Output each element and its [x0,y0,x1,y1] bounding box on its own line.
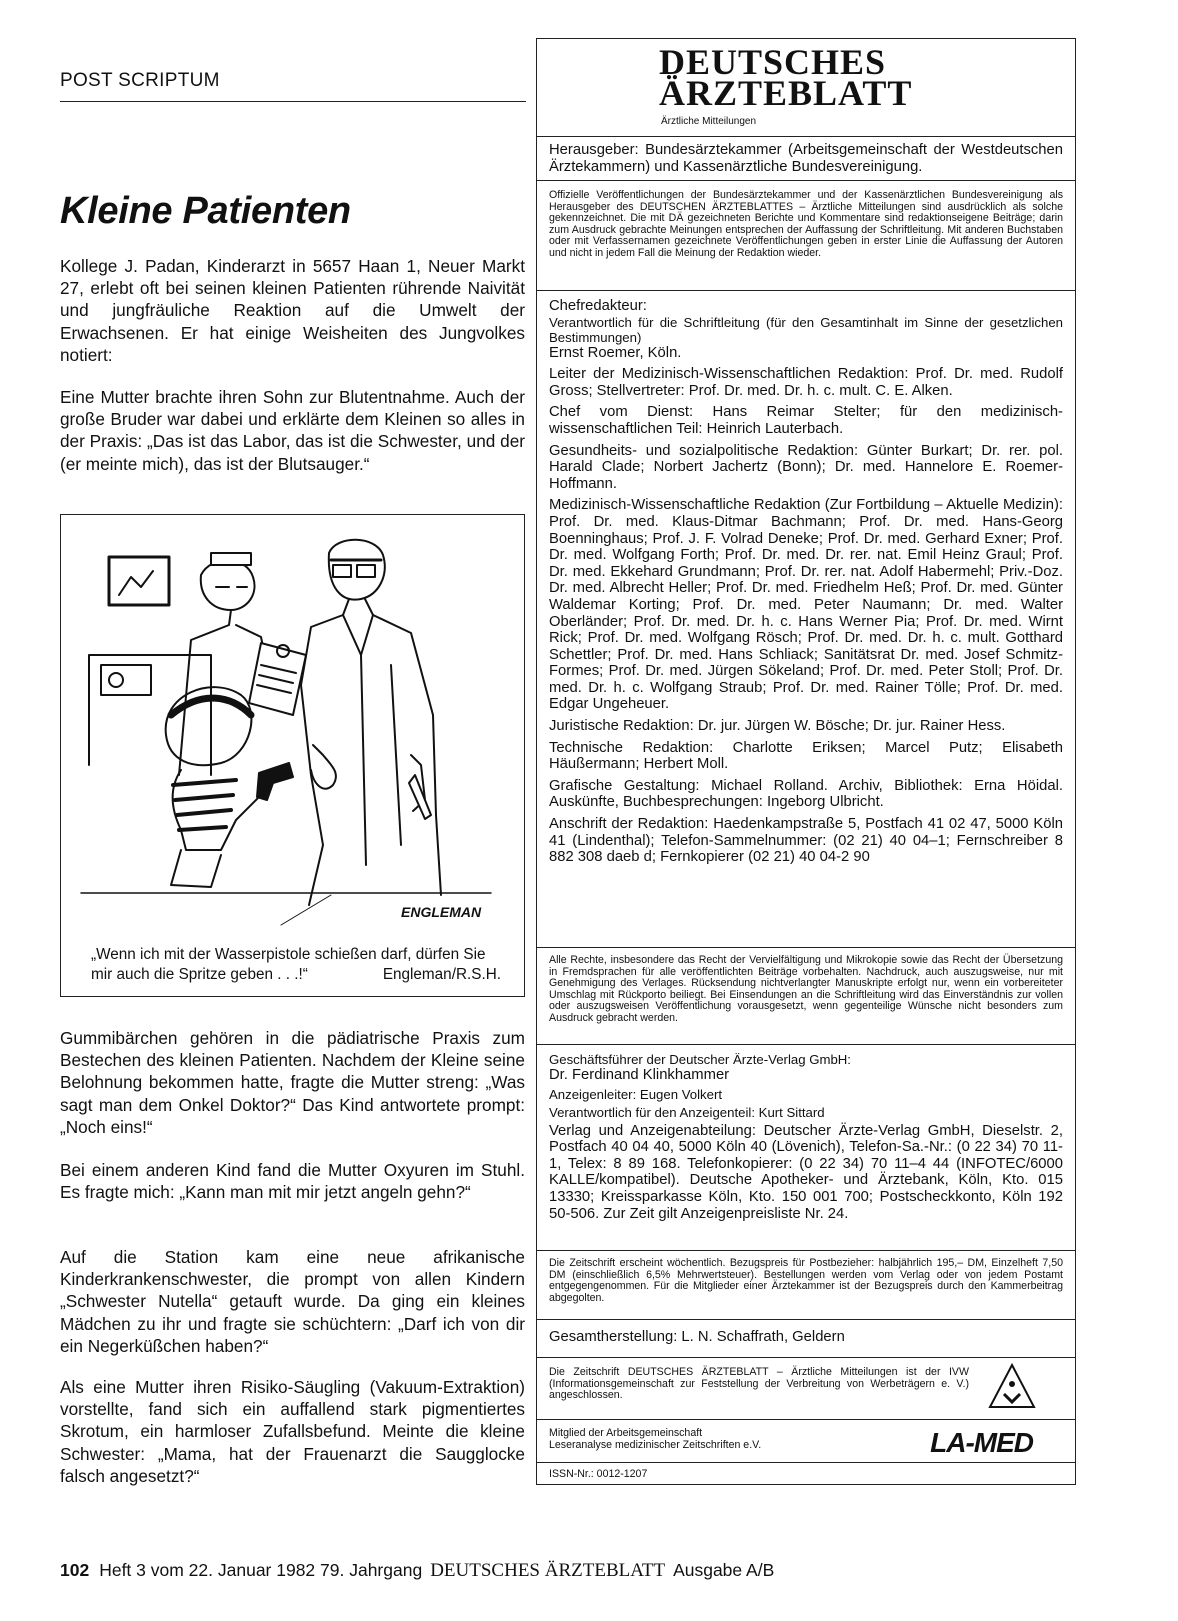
staff-entry: Technische Redaktion: Charlotte Eriksen; Marcel Putz; Elisabeth Häußermann; Herbert Moll. [549,739,1063,773]
masthead-box [536,38,1076,1485]
ivw-text: Die Zeitschrift DEUTSCHES ÄRZTEBLATT – Ärztliche Mitteilungen ist der IVW (Informationsgemeinschaft zur Feststellung der Verbreitung von Werbeträgern e. V.) angeschlossen. [549,1366,969,1402]
ads-label: Anzeigenleiter: Eugen Volkert [549,1086,723,1102]
section-label: POST SCRIPTUM [60,70,220,91]
article-paragraph: Als eine Mutter ihren Risiko-Säugling (Vakuum-Extraktion) vorstellte, fand sich ein auffallend stark pigmentiertes Skrotum, ein harmloser Zufallsbefund. Meinte die kleine Schwester: „Mama, hat der Frauenarzt die Saugglocke falsch angesetzt?“ [60,1377,525,1486]
ivw-triangle-icon [987,1362,1037,1412]
manager-label: Geschäftsführer der Deutscher Ärzte-Verlag GmbH: [549,1052,851,1067]
journal-logo [659,42,913,113]
staff-entry: Leiter der Medizinisch-Wissenschaftlichen Redaktion: Prof. Dr. med. Rudolf Gross; Stellvertreter: Prof. Dr. med. Dr. h. c. mult. C. E. Alken. [549,366,1063,399]
article-paragraph: Eine Mutter brachte ihren Sohn zur Blutentnahme. Auch der große Bruder war dabei und erklärte dem Kleinen so alles in der Praxis: „Das ist das Labor, das ist die Schwester, und der (er meinte mich), das ist der Blutsauger.“ [60,387,525,474]
lamed-block [549,1419,1063,1463]
official-notice: Offizielle Veröffentlichungen der Bundesärztekammer und der Kassenärztlichen Bundesvereinigung als Herausgeber des DEUTSCHEN ÄRZTEBLATTES – Ärztliche Mitteilungen sind ausdrücklich als solche gekennzeichnet. Die mit DÄ gezeichneten Berichte und Kommentare sind redaktionseigene Beiträge; darin zum Ausdruck gebrachte Meinungen entsprechen der Auffassung der Schriftleitung. Mit anderen Buchstaben oder mit Verfassernamen gezeichnete Veröffentlichungen geben in erster Linie die Auffassung der Autoren und nicht in jedem Fall die Meinung der Redaktion wieder. [549,189,1063,259]
staff-entry: Medizinisch-Wissenschaftliche Redaktion (Zur Fortbildung – Aktuelle Medizin): Prof. Dr. med. Klaus-Ditmar Bachmann; Prof. Dr. med. Hans-Georg Boenninghaus; Prof. J. F. Volrad Deneke; Prof. Dr. med. Gerhard Exner; Prof. Dr. med. Wolfgang Forth; Prof. Dr. med. Dr. rer. nat. Emil Heinz Graul; Prof. Dr. med. Ekkehard Grundmann; Prof. Dr. rer. nat. Adolf Habermehl; Priv.-Doz. Dr. med. Albrecht Heller; Prof. Dr. med. Friedhelm Heß; Prof. Dr. med. Günter Waldemar Korting; Prof. Dr. med. Peter Naumann; Dr. med. Walter Oberländer; Prof. Dr. med. Dr. h. c. Hans Werner Pia; Prof. Dr. med. Wirnt Rick; Prof. Dr. med. Wolfgang Rösch; Prof. Dr. med. Dr. h. c. mult. Gotthard Schettler; Prof. Dr. med. Hans Schliack; Sanitätsrat Dr. med. Josef Schmitz-Formes; Prof. Dr. med. Jürgen Sökeland; Prof. Dr. med. Peter Stoll; Prof. Dr. med. Dr. h. c. Wolfgang Straub; Prof. Dr. med. Rainer Tölle; Prof. Dr. med. Edgar Ungeheuer. [549,497,1063,713]
article-paragraph: Bei einem anderen Kind fand die Mutter Oxyuren im Stuhl. Es fragte mich: „Kann man mit mir jetzt angeln gehn?“ [60,1160,525,1203]
edition: Ausgabe A/B [673,1560,775,1580]
issn: ISSN-Nr.: 0012-1207 [549,1468,648,1480]
cartoon-frame [60,514,525,997]
lamed-member-text: Mitglied der Arbeitsgemeinschaft Leseranalyse medizinischer Zeitschriften e.V. [549,1427,762,1451]
caption-credit: Engleman/R.S.H. [382,966,501,983]
divider [537,947,1075,948]
divider [537,180,1075,181]
divider [537,136,1075,137]
lamed-logo: LA-MED [930,1427,1033,1458]
article-paragraph: Gummibärchen gehören in die pädiatrische Praxis zum Bestechen des kleinen Patienten. Nachdem der Kleine seine Belohnung bekommen hatte, fragte die Mutter streng: „Was sagt man dem Onkel Doktor?“ Das Kind antwortete prompt: „Noch eins!“ [60,1028,525,1137]
manager-name: Dr. Ferdinand Klinkhammer [549,1067,730,1083]
divider [537,1250,1075,1251]
chief-name: Ernst Roemer, Köln. [549,344,682,361]
divider [537,1462,1075,1463]
publisher-address: Verlag und Anzeigenabteilung: Deutscher Ärzte-Verlag GmbH, Dieselstr. 2, Postfach 40 04 40, 5000 Köln 40 (Lövenich), Telefon-Sa.-Nr.: (0 22 34) 70 11-1, Telex: 8 89 168. Telefonkopierer: (0 22 34) 70 11–4 44 (INFOTEC/6000 KALLE/kompatibel). Deutsche Apotheker- und Ärztebank, Köln, Kto. 015 13330; Kreissparkasse Köln, Kto. 150 001 700; Postscheckkonto, Köln 192 50-506. Zur Zeit gilt Anzeigenpreisliste Nr. 24. [549,1122,1063,1222]
staff-entry: Chef vom Dienst: Hans Reimar Stelter; für den medizinisch-wissenschaftlichen Teil: Heinrich Lauterbach. [549,404,1063,437]
publisher-info [549,1052,1063,1222]
article-paragraph: Kollege J. Padan, Kinderarzt in 5657 Haan 1, Neuer Markt 27, erlebt oft bei seinen kleinen Patienten rührende Naivität und jungfräuliche Reaktion auf die Umwelt der Erwachsenen. Er hat einige Weisheiten des Jungvolkes notiert: [60,256,525,365]
editorial-staff [549,298,1063,866]
divider [537,290,1075,291]
staff-entry: Juristische Redaktion: Dr. jur. Jürgen W. Bösche; Dr. jur. Rainer Hess. [549,718,1006,735]
production-info: Gesamtherstellung: L. N. Schaffrath, Geldern [549,1329,845,1345]
staff-entry: Grafische Gestaltung: Michael Rolland. Archiv, Bibliothek: Erna Höidal. Auskünfte, Buchbesprechungen: Ingeborg Ulbricht. [549,777,1063,811]
cartoon-illustration [61,515,524,935]
staff-entry: Gesundheits- und sozialpolitische Redaktion: Günter Burkart; Dr. rer. pol. Harald Clade; Norbert Jachertz (Bonn); Dr. med. Hannelore E. Roemer-Hoffmann. [549,442,1063,492]
logo-line-2: ÄRZTEBLATT [659,73,913,113]
article-headline: Kleine Patienten [60,190,351,232]
footer-journal-name: DEUTSCHES ÄRZTEBLATT [430,1560,666,1581]
article-paragraph: Auf die Station kam eine neue afrikanische Kinderkrankenschwester, die prompt von allen Kindern „Schwester Nutella“ getauft wurde. Da ging ein kleines Mädchen zu ihr und fragte sie schüchtern: „Darf ich von dir ein Negerküßchen haben?“ [60,1247,525,1356]
ivw-block [549,1357,1063,1415]
subscription-info: Die Zeitschrift erscheint wöchentlich. Bezugspreis für Postbezieher: halbjährlich 195,– DM, Einzelheft 7,50 DM (einschließlich 6,5% Mehrwertsteuer). Bestellungen werden vom Verlag oder von jedem Postamt entgegengenommen. Für die Mitglieder einer Ärztekammer ist der Bezugspreis durch den Kammerbeitrag abgegolten. [549,1257,1063,1304]
page-number: 102 [60,1560,90,1580]
publisher-text: Herausgeber: Bundesärztekammer (Arbeitsgemeinschaft der Westdeutschen Ärztekammern) und Kassenärztliche Bundesvereinigung. [549,142,1063,175]
rights-notice: Alle Rechte, insbesondere das Recht der Vervielfältigung und Mikrokopie sowie das Recht der Übersetzung in Fremdsprachen für alle veröffentlichten Beiträge vorbehalten. Nachdruck, auch auszugsweise, nur mit Genehmigung des Verlages. Rücksendung nichtverlangter Manuskripte erfolgt nur, wenn ein vorbereiteter Umschlag mit Rückporto beiliegt. Bei Einsendungen an die Schriftleitung wird das Einverständnis zur vollen oder auszugsweisen Veröffentlichung vorausgesetzt, wenn gegenteilige Wünsche nicht besonders zum Ausdruck gebracht werden. [549,954,1063,1024]
staff-entry: Anschrift der Redaktion: Haedenkampstraße 5, Postfach 41 02 47, 5000 Köln 41 (Lindenthal); Telefon-Sammelnummer: (02 21) 40 04–1; Fernschreiber 8 882 308 daeb d; Fernkopierer (02 21) 40 04-2 90 [549,816,1063,866]
page-footer [60,1560,774,1582]
issue-info: Heft 3 vom 22. Januar 1982 79. Jahrgang [99,1560,423,1580]
caption-text: „Wenn ich mit der Wasserpistole schießen darf, dürfen Sie mir auch die Spritze geben . . .!“ [91,946,486,983]
divider [537,1044,1075,1045]
chief-note: Verantwortlich für die Schriftleitung (für den Gesamtinhalt im Sinne der gesetzlichen Bestimmungen) [549,314,1063,345]
cartoon-signature: ENGLEMAN [401,904,482,920]
divider [537,1319,1075,1320]
ads-responsible: Verantwortlich für den Anzeigenteil: Kurt Sittard [549,1104,825,1120]
section-rule [60,101,526,102]
chief-label: Chefredakteur: [549,298,647,314]
cartoon-caption [91,945,501,985]
logo-line-1: DEUTSCHES [659,42,887,82]
journal-subtitle: Ärztliche Mitteilungen [661,116,757,127]
